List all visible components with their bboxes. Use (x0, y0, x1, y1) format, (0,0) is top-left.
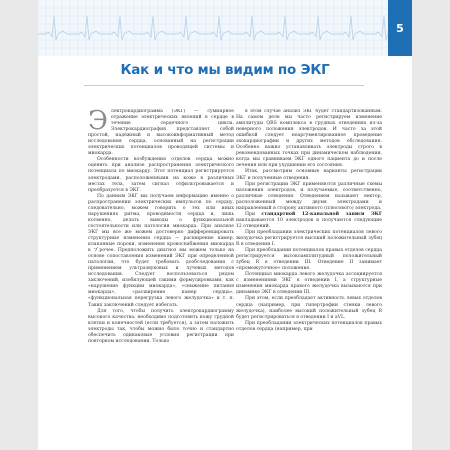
bold-phrase: стандартной 12-канальной записи ЭКГ (261, 211, 382, 217)
paragraph-with-bold: При стандартной 12-канальной записи ЭКГ накладываются 10 электродов и получаются следующие 12 отведений. (236, 211, 382, 229)
left-text-column (88, 109, 234, 439)
paragraph-text: лектрокардиограмма (ЭКГ) — суммарное отражение электрических явлений в сердце в течение сердечного цикла. Электрокардиография представляет собой простой, надёжный и высокоинформативный метод исследования сердца, основанный на регистрации электрических потенциалов проводящей системы и миокарда. (88, 109, 234, 157)
ecg-trace-line (38, 16, 401, 40)
right-text-column (236, 109, 382, 439)
paragraph-text: накладываются 10 электродов и получаются следующие 12 отведений. (236, 217, 382, 229)
paragraph: Итак, рассмотрим основные варианты регистрации ЭКГ и полученные отведения. (236, 169, 382, 181)
ecg-grid-graphic (38, 0, 412, 56)
page-title: Как и что мы видим по ЭКГ (120, 62, 330, 78)
paragraph: При преобладании потенциалов правых отделов сердца регистрируется высокоамплитудный положительный зубец R в отведении III. Отведение II занимает «промежуточное» положение. (236, 248, 382, 272)
paragraph: Потенциал миокарда левого желудочка ассоциируется с изменениями ЭКГ в отведении I, а структурные изменения миокарда правого желудочка вызываются при динамике ЭКГ в отведении III. (236, 272, 382, 296)
page-number: 5 (388, 0, 412, 56)
paragraph: При этом, если преобладает активность левых отделов сердца (например, при гипертрофии стенки левого желудочка), наиболее высокий положительный зубец R будет регистрироваться в отведении I и aVL. (236, 296, 382, 320)
ecg-header-band (38, 0, 412, 56)
book-page (38, 0, 412, 450)
paragraph: Особенности возбуждения отделов сердца можно оценить при анализе распространения электрического потенциала по миокарду. Этот потенциал регистрируется электродами, расположенными на коже в различных местах тела, затем сигнал отфильтровывается и преобразуется в ЭКГ. (88, 157, 234, 193)
paragraph (88, 109, 234, 157)
paragraph: Для того, чтобы получить электрокардиограмму высокого качества, необходимо подготовить кожу грудной клетки и конечностей (если требуется), а затем наложить электроды так, чтобы можно было точно и стандартно обеспечить одинаковые условия регистрации при повторном исследовании. Только (88, 308, 234, 344)
paragraph: При преобладании электрических потенциалов правых отделов сердца (например, при (236, 320, 382, 332)
paragraph: При регистрации ЭКГ применяются различные схемы наложения электродов, и получаемые, соответственно, различные отведения. Отведением называют вектор, расположенный между двумя электродами и направленный в сторону активного (плюсового) электрода. (236, 181, 382, 211)
paragraph: По данным ЭКГ мы получаем информацию именно о распространении электрических импульсов по сердцу, следовательно, можем говорить о тех или иных нарушениях ритма, проводимости сердца и, лишь косвенно, делать выводы о функциональной состоятельности или патологии миокарда. При анализе ЭКГ мы все же можем достоверно дифференцировать структурные изменения сердца — расширение камер, клапанные пороки, изменения кровоснабжения миокарда в プрочее. Предположить диагноз мы можем только на основе сопоставления изменений ЭКГ при определенной патологии, что будет требовать дообследования с применением ультразвуковых и лучевых методов исследования. Следует воспользоваться рядом заключений, изобилующей такими формулировками, как «нарушение функции миокарда», «снижение питания миокарда», «расширение камер сердца», «функциональная перегрузка левого желудочка» и т. п. Таких заключений следует избегать. (88, 193, 234, 308)
paragraph: При преобладании электрических потенциалов левого желудочка регистрируется высокий положительный зубец R в отведении I. (236, 229, 382, 248)
title-divider (84, 85, 364, 86)
paragraph: в этом случае анализ ЭКГ будет стандартизованным. На самом деле мы часто регистрируем изменение амплитуды QRS комплекса в грудных отведениях из-за неверного положения электродов. И часто за этой ошибкой следует неаргументированное проведение эхокардиографии и других методов обследования. Особенно важно устанавливать электроды строго в рекомендованных точках при динамическом наблюдении, когда мы сравниваем ЭКГ одного пациента до и после лечения или при ухудшении его состояния. (236, 109, 382, 169)
drop-cap-letter: Э (88, 109, 108, 136)
